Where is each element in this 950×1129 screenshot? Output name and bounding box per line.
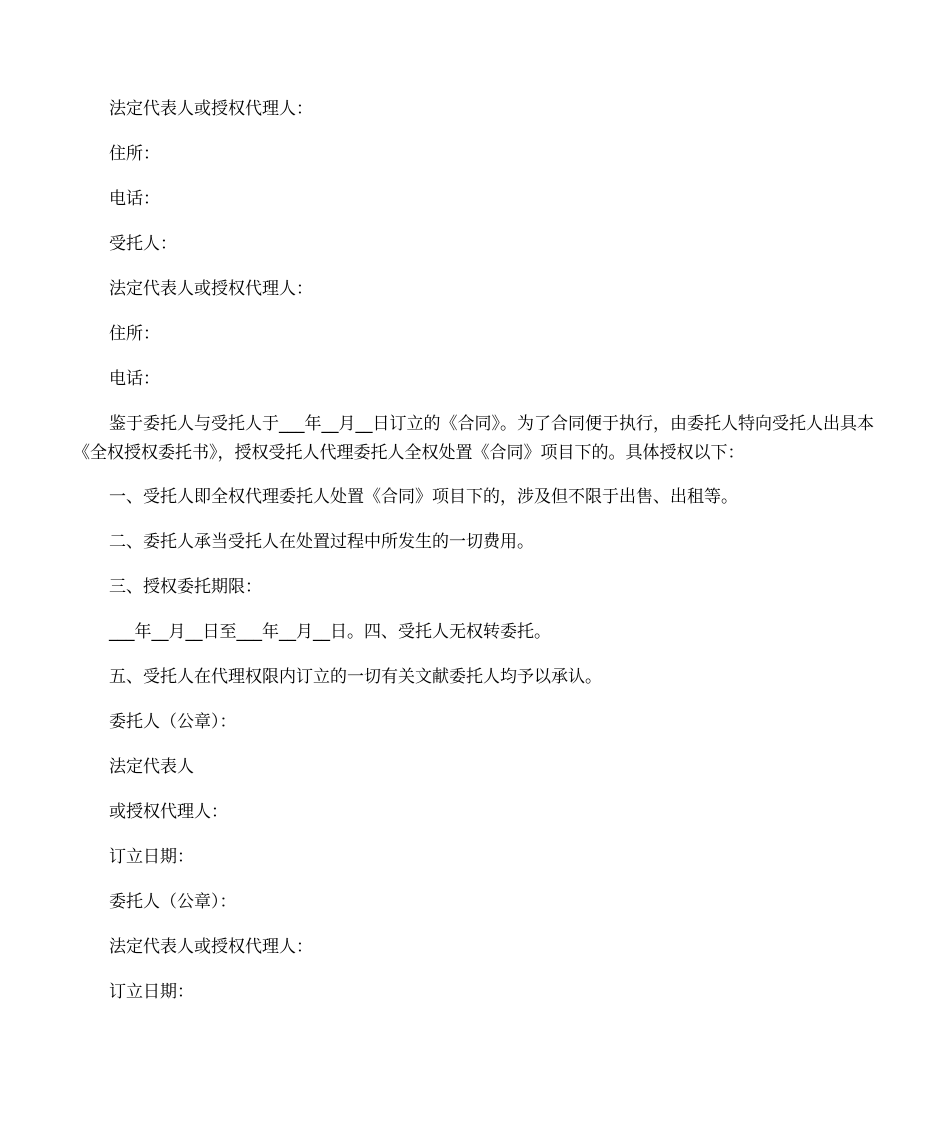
paragraph-signing-date-1: 订立日期： — [109, 847, 194, 867]
paragraph-clause-1: 一、受托人即全权代理委托人处置《合同》项目下的，涉及但不限于出售、出租等。 — [109, 487, 738, 507]
paragraph-phone-1: 电话： — [109, 189, 160, 209]
paragraph-principal-seal-1: 委托人（公章）： — [109, 712, 237, 732]
paragraph-legal-rep-4: 法定代表人或授权代理人： — [109, 937, 313, 957]
paragraph-legal-rep-1: 法定代表人或授权代理人： — [109, 99, 313, 119]
paragraph-address-2: 住所： — [109, 324, 160, 344]
paragraph-address-1: 住所： — [109, 144, 160, 164]
document-body — [73, 95, 883, 1023]
paragraph-signing-date-2: 订立日期： — [109, 982, 194, 1002]
paragraph-term-dates: ___年__月__日至___年__月__日。四、受托人无权转委托。 — [109, 622, 551, 642]
paragraph-clause-2: 二、委托人承当受托人在处置过程中所发生的一切费用。 — [109, 532, 534, 552]
paragraph-phone-2: 电话： — [109, 369, 160, 389]
paragraph-legal-rep-2: 法定代表人或授权代理人： — [109, 279, 313, 299]
paragraph-preamble: 鉴于委托人与受托人于___年__月__日订立的《合同》。为了合同便于执行，由委托人特向受托人出具本《全权授权委托书》，授权受托人代理委托人全权处置《合同》项目下的。具体授权以下： — [73, 414, 874, 463]
paragraph-clause-5: 五、受托人在代理权限内订立的一切有关文献委托人均予以承认。 — [109, 667, 602, 687]
paragraph-trustee: 受托人： — [109, 234, 177, 254]
paragraph-legal-rep-3: 法定代表人 — [109, 757, 194, 777]
paragraph-principal-seal-2: 委托人（公章）： — [109, 892, 237, 912]
paragraph-authorized-agent: 或授权代理人： — [109, 802, 228, 822]
paragraph-clause-3: 三、授权委托期限： — [109, 577, 262, 597]
